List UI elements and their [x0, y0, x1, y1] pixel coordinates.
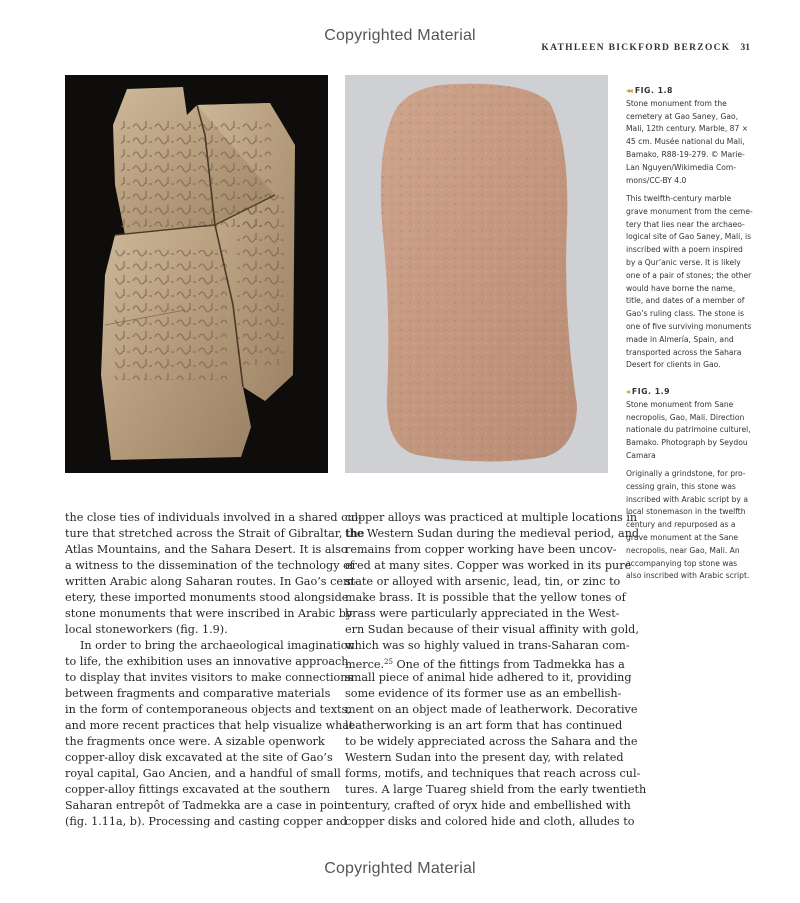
text-line: brass were particularly appreciated in the West- — [345, 607, 620, 620]
watermark-top: Copyrighted Material — [324, 27, 476, 44]
description-line: inscribed with Arabic script by a — [626, 494, 748, 504]
description-line: one of a pair of stones; the other — [626, 270, 752, 280]
text-line: the close ties of individuals involved in a shared cul- — [65, 511, 362, 524]
description-line: logical site of Gao Saney, Mali, is — [626, 232, 752, 242]
description-line: grave monument from the ceme- — [626, 206, 753, 216]
description-line: grave monument at the Sane — [626, 532, 738, 542]
running-head-author: KATHLEEN BICKFORD BERZOCK — [541, 43, 731, 53]
text-line: some evidence of its former use as an embellish- — [345, 687, 622, 700]
figure-1-9-label — [626, 386, 756, 399]
text-line: between fragments and comparative materials — [65, 687, 331, 700]
running-head — [520, 43, 750, 53]
caption-line: Lan Nguyen/Wikimedia Com- — [626, 162, 737, 172]
text-line: copper disks and colored hide and cloth, alludes to — [345, 815, 635, 828]
text-line: copper-alloy disk excavated at the site of Gao’s — [65, 751, 333, 764]
body-column-2 — [345, 510, 647, 830]
text-line: copper alloys was practiced at multiple locations in — [345, 511, 638, 524]
text-line: copper-alloy fittings excavated at the southern — [65, 783, 331, 796]
description-line: necropolis, near Gao, Mali. An — [626, 545, 740, 555]
caption-line: Bamako. Photograph by Seydou — [626, 438, 748, 448]
text-line: tures. A large Tuareg shield from the early twentieth — [345, 783, 647, 796]
text-line: leatherworking is an art form that has continued — [345, 719, 623, 732]
text-line: which was so highly valued in trans-Saharan com- — [345, 639, 630, 652]
figure-1-8-label — [626, 85, 756, 98]
text-line: ered at many sites. Copper was worked in its pure — [345, 559, 632, 572]
description-line: would have borne the name, — [626, 283, 736, 293]
grindstone-illustration — [345, 75, 608, 473]
caption-line: nationale du patrimoine culturel, — [626, 425, 751, 435]
description-line: made in Almería, Spain, and — [626, 334, 734, 344]
text-line: ture that stretched across the Strait of Gibraltar, the — [65, 527, 365, 540]
description-line: cessing grain, this stone was — [626, 481, 736, 491]
text-line: Atlas Mountains, and the Sahara Desert. It is also — [65, 543, 348, 556]
description-line: accompanying top stone was — [626, 558, 738, 568]
text-line: written Arabic along Saharan routes. In Gao’s cem- — [65, 575, 358, 588]
description-line: transported across the Sahara — [626, 347, 742, 357]
text-line: small piece of animal hide adhered to it, providing — [345, 671, 632, 684]
text-line: Saharan entrepôt of Tadmekka are a case in point — [65, 799, 349, 812]
caption-line: 45 cm. Musée national du Mali, — [626, 137, 745, 147]
text-line: stone monuments that were inscribed in Arabic by — [65, 607, 353, 620]
description-line: by a Qur’anic verse. It is likely — [626, 257, 741, 267]
left-arrow-icon: ◂ — [626, 387, 629, 396]
description-line: title, and dates of a member of — [626, 296, 745, 306]
description-line: tery that lies near the archaeo- — [626, 219, 745, 229]
figure-1-8-number: FIG. 1.8 — [634, 86, 673, 95]
text-line: ment on an object made of leatherwork. Decorative — [345, 703, 638, 716]
text-line: in the form of contemporaneous objects and texts, — [65, 703, 351, 716]
text-fragment: One of the fittings from Tadmekka has a — [396, 658, 625, 671]
description-line: Gao’s ruling class. The stone is — [626, 309, 744, 319]
figure-1-8-description — [626, 193, 756, 372]
description-line: This twelfth-century marble — [626, 194, 732, 203]
caption-line: Mali, 12th century. Marble, 87 × — [626, 124, 749, 134]
footnote-ref[interactable]: 25 — [384, 658, 393, 666]
description-line: local stonemason in the twelfth — [626, 507, 746, 517]
text-line: royal capital, Gao Ancien, and a handful of small — [65, 767, 341, 780]
description-line: century and repurposed as a — [626, 520, 736, 530]
caption-line: cemetery at Gao Saney, Gao, — [626, 111, 739, 121]
figure-1-8-image — [65, 75, 328, 473]
text-line: state or alloyed with arsenic, lead, tin, or zinc to — [345, 575, 621, 588]
caption-line: Stone monument from the — [626, 98, 727, 108]
double-left-arrow-icon: ◂◂ — [626, 86, 632, 95]
text-line: to be widely appreciated across the Sahara and the — [345, 735, 638, 748]
text-line: to life, the exhibition uses an innovative approach — [65, 655, 349, 668]
description-line: Desert for clients in Gao. — [626, 360, 721, 370]
text-line: ern Sudan because of their visual affinity with gold, — [345, 623, 639, 636]
text-line: local stoneworkers (fig. 1.9). — [65, 623, 228, 636]
description-line: also inscribed with Arabic script. — [626, 571, 750, 581]
caption-line: Bamako, R88-19-279. © Marie- — [626, 149, 745, 159]
text-line: remains from copper working have been uncov- — [345, 543, 617, 556]
text-line: make brass. It is possible that the yellow tones of — [345, 591, 626, 604]
text-line: century, crafted of oryx hide and embellished with — [345, 799, 631, 812]
text-line: (fig. 1.11a, b). Processing and casting copper and — [65, 815, 348, 828]
text-line: and more recent practices that help visualize what — [65, 719, 354, 732]
caption-line: mons/CC-BY 4.0 — [626, 175, 687, 185]
page-number: 31 — [740, 43, 750, 53]
marble-stone-illustration — [65, 75, 328, 473]
figure-1-9-caption — [626, 386, 756, 463]
figure-1-9-image — [345, 75, 608, 473]
figure-1-8-caption — [626, 85, 756, 187]
text-fragment: merce. — [345, 658, 385, 671]
caption-line: necropolis, Gao, Mali. Direction — [626, 412, 745, 422]
text-line: forms, motifs, and techniques that reach across cul- — [345, 767, 641, 780]
text-line: a witness to the dissemination of the technology of — [65, 559, 354, 572]
figure-1-9-description — [626, 468, 756, 583]
caption-line: Camara — [626, 450, 656, 460]
text-line: Western Sudan into the present day, with related — [345, 751, 624, 764]
text-line: etery, these imported monuments stood alongside — [65, 591, 349, 604]
description-line: inscribed with a poem inspired — [626, 245, 743, 255]
description-line: Originally a grindstone, for pro- — [626, 469, 746, 478]
watermark-bottom: Copyrighted Material — [324, 860, 476, 877]
description-line: one of five surviving monuments — [626, 321, 752, 331]
text-line-paragraph-start: In order to bring the archaeological imagination — [80, 639, 355, 652]
figure-1-9-number: FIG. 1.9 — [631, 387, 671, 396]
text-line: the fragments once were. A sizable openwork — [65, 735, 325, 748]
text-line: the Western Sudan during the medieval period, and — [345, 527, 640, 540]
text-line: to display that invites visitors to make connections — [65, 671, 354, 684]
text-line-with-footnote — [345, 654, 625, 671]
caption-line: Stone monument from Sane — [626, 399, 734, 409]
